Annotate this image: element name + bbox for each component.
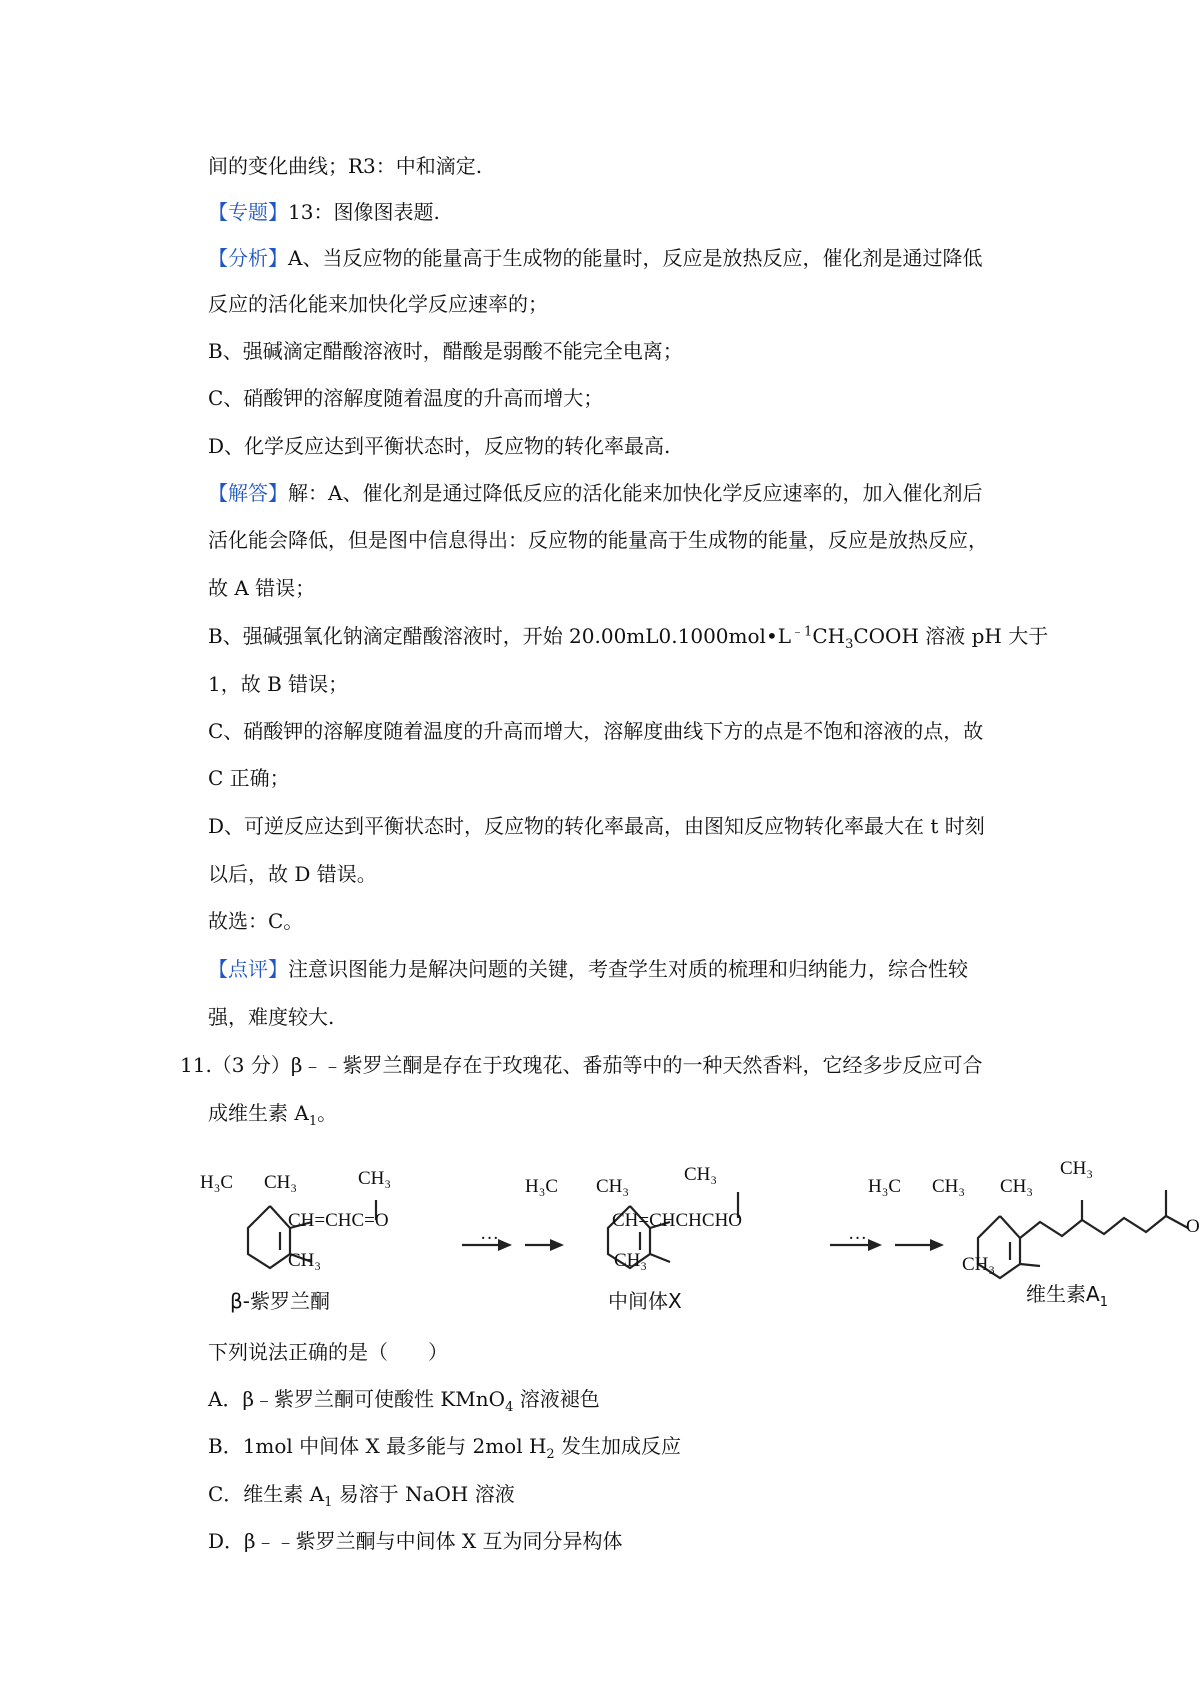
option-d: D．β﹣﹣紫罗兰酮与中间体 X 互为同分异构体 — [208, 1529, 623, 1553]
text-line: C 正确； — [208, 766, 290, 790]
section-tag: 【专题】 — [208, 200, 288, 224]
atom-label: O — [1186, 1216, 1200, 1237]
atom-label: CH₃ — [614, 1250, 648, 1271]
compound-name: 维生素$A_1$ — [1026, 1282, 1108, 1310]
question-prompt: 下列说法正确的是（ ） — [208, 1340, 448, 1364]
atom-label: CH₃ — [288, 1250, 322, 1271]
atom-label: CH₃ — [684, 1164, 718, 1185]
atom-label: CH₃ — [1060, 1158, 1094, 1179]
atom-label: H₃C — [525, 1176, 559, 1197]
text-line: D、化学反应达到平衡状态时，反应物的转化率最高. — [208, 434, 671, 458]
text-line: 间的变化曲线；R3：中和滴定. — [208, 154, 483, 178]
atom-label: CH₃ — [1000, 1176, 1034, 1197]
ring-bond — [248, 1206, 290, 1268]
atom-label: H₃C — [200, 1172, 234, 1193]
arrow-head — [550, 1239, 564, 1251]
text-line: B、强碱强氧化钠滴定醋酸溶液时，开始 $20.00mL0.1000mol•L^{﹣1}CH_3COOH$ 溶液 pH 大于 — [208, 624, 1049, 652]
arrow-head — [868, 1239, 882, 1251]
question-stem: 成维生素 $A_1$。 — [208, 1101, 338, 1129]
text-line: 活化能会降低，但是图中信息得出：反应物的能量高于生成物的能量，反应是放热反应， — [208, 528, 988, 552]
section-tag: 【点评】 — [208, 957, 288, 981]
chain-label: CH=CHC=O — [288, 1210, 389, 1231]
section-tag: 【解答】 — [208, 481, 288, 505]
option-b: B．1mol 中间体 X 最多能与 2mol $H_2$ 发生加成反应 — [208, 1434, 682, 1462]
text-line: 1，故 B 错误； — [208, 672, 349, 696]
option-c: C．维生素 $A_1$ 易溶于 NaOH 溶液 — [208, 1482, 515, 1510]
text-line: 故选：C。 — [208, 909, 304, 933]
text-line: 【专题】13：图像图表题. — [208, 200, 440, 224]
text-line: D、可逆反应达到平衡状态时，反应物的转化率最高，由图知反应物转化率最大在 t 时刻 — [208, 814, 985, 838]
text-line: 【分析】A、当反应物的能量高于生成物的能量时，反应是放热反应，催化剂是通过降低 — [208, 246, 983, 270]
arrow-head — [930, 1239, 944, 1251]
text-line: 强，难度较大. — [208, 1005, 335, 1029]
arrow-dots: ··· — [480, 1228, 499, 1249]
arrow-dots: ··· — [848, 1228, 867, 1249]
atom-label: CH₃ — [962, 1254, 996, 1275]
option-a: A．β﹣紫罗兰酮可使酸性 KMnO$_4$ 溶液褪色 — [208, 1387, 600, 1415]
atom-label: CH₃ — [596, 1176, 630, 1197]
atom-label: CH₃ — [264, 1172, 298, 1193]
atom-label: H₃C — [868, 1176, 902, 1197]
substituent-bond — [1020, 1264, 1040, 1266]
compound-name: 中间体X — [608, 1289, 682, 1313]
substituent-bond — [650, 1254, 670, 1262]
section-tag: 【分析】 — [208, 246, 288, 270]
text-line: 以后，故 D 错误。 — [208, 862, 377, 886]
polyene-chain — [1020, 1216, 1188, 1238]
text-line: 【解答】解：A、催化剂是通过降低反应的活化能来加快化学反应速率的，加入催化剂后 — [208, 481, 983, 505]
text-line: C、硝酸钾的溶解度随着温度的升高而增大； — [208, 386, 604, 410]
text-line: 反应的活化能来加快化学反应速率的； — [208, 292, 548, 316]
arrow-head — [498, 1239, 512, 1251]
question-stem: 11.（3 分）β﹣﹣紫罗兰酮是存在于玫瑰花、番茄等中的一种天然香料，它经多步反应可合 — [180, 1053, 983, 1077]
compound-name: β-紫罗兰酮 — [230, 1289, 330, 1313]
atom-label: CH₃ — [358, 1168, 392, 1189]
text-line: 故 A 错误； — [208, 576, 316, 600]
atom-label: CH₃ — [932, 1176, 966, 1197]
text-line: 【点评】注意识图能力是解决问题的关键，考查学生对质的梳理和归纳能力，综合性较 — [208, 957, 968, 981]
reaction-scheme — [200, 1150, 1200, 1335]
text-line: C、硝酸钾的溶解度随着温度的升高而增大，溶解度曲线下方的点是不饱和溶液的点，故 — [208, 719, 984, 743]
chain-label: CH=CHCHCHO — [612, 1210, 743, 1231]
text-line: B、强碱滴定醋酸溶液时，醋酸是弱酸不能完全电离； — [208, 339, 683, 363]
